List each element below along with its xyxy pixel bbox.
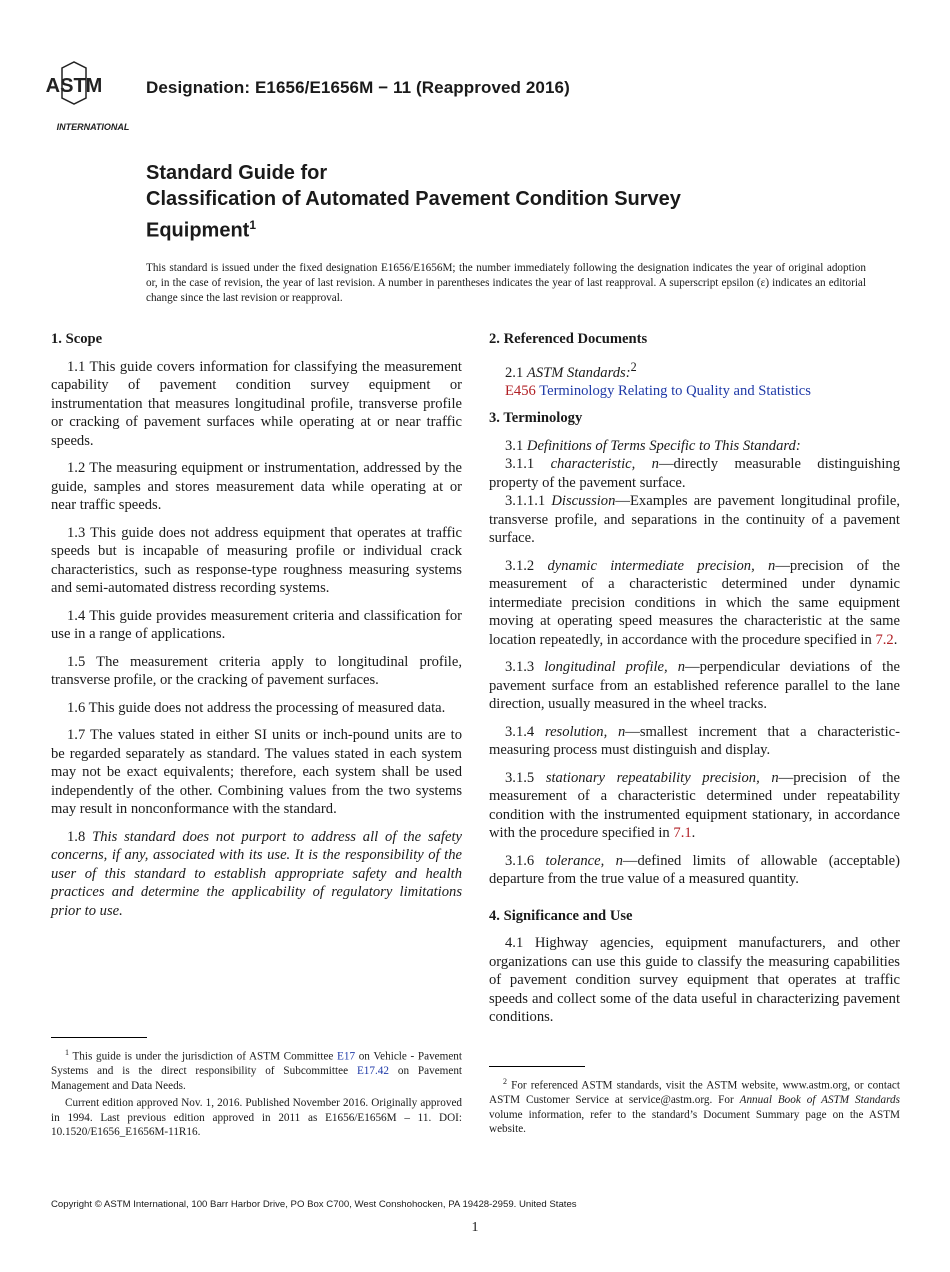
footnote-2 <box>489 1075 900 1137</box>
def-3-1-text: Definitions of Terms Specific to This Standard: <box>526 437 801 454</box>
section-3-heading: 3. Terminology <box>489 410 583 427</box>
def-3-1-1-def: —directly measurable distinguishing property of the pavement surface. <box>489 456 900 491</box>
para-1-8-text: This standard does not purport to address all of the safety concerns, if any, associated with its use. It is the responsibility of the user of this standard to establish appropriate safety and health practices and determine the applicability of regulatory limitations prior to use. <box>51 828 462 919</box>
footnote-2-part-b: volume information, refer to the standard’s Document Summary page on the ASTM website. <box>489 1108 900 1136</box>
title-footnote-mark: 1 <box>249 218 257 232</box>
logo-subtext: INTERNATIONAL <box>56 122 130 132</box>
def-3-1-2-num: 3.1.2 <box>505 557 535 574</box>
copyright: Copyright © ASTM International, 100 Barr Harbor Drive, PO Box C700, West Conshohocken, PA 19428-2959. United States <box>51 1199 577 1210</box>
def-3-1-2: 3.1.2 dynamic intermediate precision, n—precision of the measurement of a characteristic determined under dynamic intermediate precision conditions in which the same equipment moving at operating speed measures the characteristic at the same location repeatedly, in accordance with the procedure specified in 7.2. <box>489 557 901 648</box>
footnote-1-part-c: on Pavement Management and Data Needs. <box>51 1065 463 1092</box>
section-1-heading: 1. Scope <box>51 331 103 347</box>
para-4-1: 4.1 Highway agencies, equipment manufacturers, and other organizations can use this guide to classify the measuring capabilities of pavement condition survey equipment that operates at traffic speeds and collect some of the data useful in characterizing pavement conditions. <box>489 935 900 1026</box>
def-3-1-5-ref-link[interactable]: 7.1 <box>673 825 692 842</box>
para-1-5: 1.5 The measurement criteria apply to longitudinal profile, transverse profile, or the cracking of pavement surfaces. <box>51 653 462 688</box>
ref-e456-title-link[interactable]: Terminology Relating to Quality and Statistics <box>539 382 811 399</box>
def-3-1 <box>489 437 900 456</box>
def-3-1-4-num: 3.1.4 <box>505 723 535 740</box>
para-1-4: 1.4 This guide provides measurement criteria and classification for use in a range of applications. <box>51 607 462 642</box>
footnote-2-mark: 2 <box>503 1077 507 1086</box>
def-3-1-5-num: 3.1.5 <box>505 769 535 786</box>
title-line-2: Classification of Automated Pavement Condition Survey <box>146 188 681 210</box>
def-3-1-3 <box>489 658 900 714</box>
footnote-2-italic: Annual Book of ASTM Standards <box>739 1094 900 1107</box>
def-3-1-1-1-num: 3.1.1.1 <box>505 493 546 510</box>
def-3-1-3-num: 3.1.3 <box>505 659 535 676</box>
title-line-3 <box>146 212 886 244</box>
logo-text: ASTM <box>45 75 103 97</box>
astm-logo <box>45 58 134 134</box>
title-line-3-text: Equipment <box>146 219 250 242</box>
section-4-heading: 4. Significance and Use <box>489 907 633 924</box>
para-2-1-sup: 2 <box>630 359 637 374</box>
def-3-1-1-1-def: —Examples are pavement longitudinal profile, transverse profile, and separations in the continuity of a pavement surface. <box>489 493 900 547</box>
def-3-1-4-term: resolution, n <box>544 723 626 740</box>
def-3-1-1-term: characteristic, n <box>550 456 659 473</box>
standard-notice: This standard is issued under the fixed designation E1656/E1656M; the number immediately following the designation indicates the year of original adoption or, in the case of revision, the year of last revision. A number in parentheses indicates the year of last reapproval. A superscript epsilon (ε) indicates an editorial change since the last revision or reapproval. <box>146 262 866 304</box>
left-column <box>51 330 462 929</box>
def-3-1-6-def: —defined limits of allowable (acceptable) departure from the true value of a measured quantity. <box>489 852 900 888</box>
para-2-1-num: 2.1 <box>505 364 524 381</box>
footnote-1 <box>51 1046 462 1093</box>
para-1-6: 1.6 This guide does not address the processing of measured data. <box>67 699 446 716</box>
para-1-7: 1.7 The values stated in either SI units or inch-pound units are to be regarded separately as standard. The values stated in each system may not be exact equivalents; therefore, each system shall be used independently of the other. Combining values from the two systems may result in nonconformance with the standard. <box>51 727 462 817</box>
para-1-3: 1.3 This guide does not address equipment that operates at traffic speeds but is incapable of measuring profile or individual crack characteristics, such as response-type roughness measuring systems and semi-automated distress recording systems. <box>51 524 462 596</box>
footnote-1-part-b: on Vehicle - Pavement Systems and is the direct responsibility of Subcommittee <box>51 1050 462 1078</box>
footnote-2-part-a: For referenced ASTM standards, visit the ASTM website, www.astm.org, or contact ASTM Customer Service at service@astm.org. For <box>489 1079 900 1107</box>
para-1-8-num: 1.8 <box>67 828 86 845</box>
title-line-1: Standard Guide for <box>146 162 328 184</box>
designation: Designation: E1656/E1656M − 11 (Reapproved 2016) <box>146 78 570 97</box>
def-3-1-6-term: tolerance, n <box>545 852 623 869</box>
def-3-1-5-def: —precision of the measurement of a characteristic determined under repeatability condition with the instrumented equipment stationary, in accordance with the procedure specified in <box>489 769 900 842</box>
def-3-1-6 <box>489 852 900 889</box>
def-3-1-2-term: dynamic intermediate precision, n <box>547 557 776 574</box>
para-1-1: 1.1 This guide covers information for classifying the measurement capability of pavement condition survey equipment or instrumentation that measures longitudinal profile, transverse profile or cracking of pavement surfaces while operating at or near traffic speeds. <box>51 358 462 449</box>
footnote-left <box>51 1037 462 1143</box>
para-2-1 <box>489 358 900 382</box>
def-3-1-num: 3.1 <box>505 437 524 454</box>
astm-logo-icon <box>45 58 134 134</box>
def-3-1-5-term: stationary repeatability precision, n <box>545 769 779 786</box>
right-column <box>489 330 900 1036</box>
def-3-1-3-def: —perpendicular deviations of the pavement surface from an established reference parallel to the lane direction, usually measured in the wheel tracks. <box>489 659 901 713</box>
footnote-right <box>489 1066 900 1140</box>
para-2-1-text: ASTM Standards: <box>526 364 631 381</box>
ref-e456 <box>489 382 900 401</box>
subcommittee-e17-42-link[interactable]: E17.42 <box>356 1065 389 1078</box>
page-number: 1 <box>471 1220 479 1235</box>
para-1-8 <box>51 828 462 921</box>
footnote-1-edition: Current edition approved Nov. 1, 2016. Published November 2016. Originally approved in 1994. Last previous edition approved in 2011 as E1656/E1656M – 11. DOI: 10.1520/E1656_E1656M-11R16. <box>51 1097 462 1139</box>
def-3-1-3-term: longitudinal profile, n <box>544 659 686 676</box>
def-3-1-4 <box>489 723 900 760</box>
ref-e456-code-link[interactable]: E456 <box>505 382 536 399</box>
def-3-1-1-1-term: Discussion <box>551 493 616 510</box>
def-3-1-6-num: 3.1.6 <box>505 852 535 869</box>
def-3-1-5: 3.1.5 stationary repeatability precision, n—precision of the measurement of a characteristic determined under repeatability condition with the instrumented equipment stationary, in accordance with the procedure specified in 7.1. <box>489 769 900 842</box>
def-3-1-4-def: —smallest increment that a characteristic-measuring process must distinguish and display. <box>489 723 900 759</box>
def-3-1-2-def: —precision of the measurement of a characteristic determined under dynamic intermediate precision conditions in which the same equipment moving at operating speed measures the characteristic at the same location repeatedly, in accordance with the procedure specified in <box>489 557 901 648</box>
committee-e17-link[interactable]: E17 <box>337 1050 356 1063</box>
footnote-rule <box>51 1037 147 1038</box>
para-1-2: 1.2 The measuring equipment or instrumentation, addressed by the guide, samples and stores measurement data while operating at or near traffic speeds. <box>51 460 462 513</box>
def-3-1-2-ref-link[interactable]: 7.2 <box>875 631 894 648</box>
def-3-1-1-1 <box>489 492 900 548</box>
def-3-1-1 <box>489 455 900 492</box>
footnote-rule <box>489 1066 585 1067</box>
def-3-1-1-num: 3.1.1 <box>505 456 535 473</box>
footnote-1-part-a: This guide is under the jurisdiction of ASTM Committee <box>72 1050 334 1063</box>
title-block <box>146 160 886 244</box>
footnote-1-mark: 1 <box>65 1048 69 1057</box>
section-2-heading: 2. Referenced Documents <box>489 331 648 347</box>
